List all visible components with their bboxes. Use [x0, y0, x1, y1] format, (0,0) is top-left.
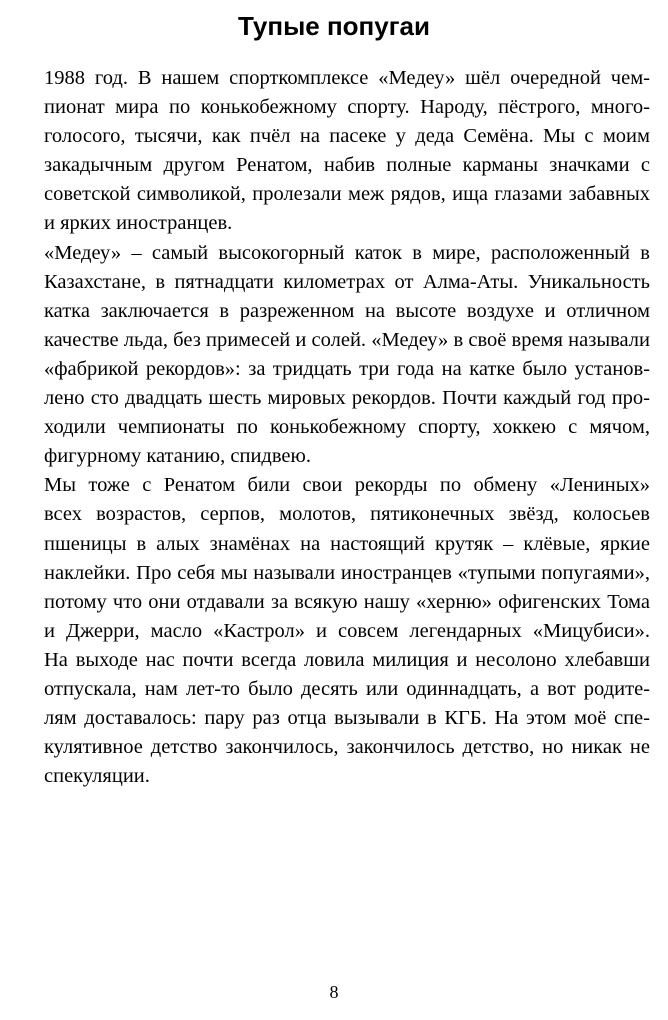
text-line: потому что они отдавали за всякую нашу «херню» офигенских Тома — [44, 590, 650, 613]
text-line: лено сто двадцать шесть мировых рекордов. Почти каждый год про- — [44, 387, 650, 410]
text-line: катка заключается в разреженном на высоте воздухе и отличном — [44, 299, 650, 322]
text-line: «фабрикой рекордов»: за тридцать три года на катке было установ- — [44, 357, 650, 380]
text-line: кулятивное детство закончилось, закончилось детство, но никак не — [44, 736, 650, 759]
text-line: наклейки. Про себя мы называли иностранцев «тупыми попугаями», — [44, 561, 650, 584]
text-line: 1988 год. В нашем спорткомплексе «Медеу» шёл очередной чем- — [44, 67, 650, 89]
text-line: и ярких иностранцев. — [44, 212, 233, 235]
text-line: Мы тоже с Ренатом били свои рекорды по обмену «Лениных» — [44, 474, 650, 497]
text-line: и Джерри, масло «Кастрол» и совсем легендарных «Мицубиси». — [44, 619, 650, 642]
text-line: качестве льда, без примесей и солей. «Медеу» в своё время называли — [44, 328, 650, 351]
text-line: пшеницы в алых знамёнах на настоящий крутяк – клёвые, яркие — [44, 532, 650, 555]
text-line: пионат мира по конькобежному спорту. Народу, пёстрого, много- — [44, 96, 650, 119]
text-line: всех возрастов, серпов, молотов, пятиконечных звёзд, колосьев — [44, 503, 650, 526]
paragraph-1 — [16, 64, 650, 239]
text-line: Казахстане, в пятнадцати километрах от Алма-Аты. Уникальность — [44, 270, 650, 293]
text-line: На выходе нас почти всегда ловила милиция и несолоно хлебавши — [44, 648, 650, 671]
text-line: закадычным другом Ренатом, набив полные карманы значками с — [44, 154, 650, 177]
paragraph-3 — [16, 471, 650, 791]
text-line: отпускала, нам лет-то было десять или одиннадцать, а вот родите- — [44, 677, 650, 700]
chapter-body — [16, 64, 650, 791]
chapter-title: Тупые попугаи — [238, 11, 430, 41]
text-line: спекуляции. — [44, 765, 150, 788]
text-line: лям доставалось: пару раз отца вызывали в КГБ. На этом моё спе- — [44, 707, 650, 730]
text-line: фигурному катанию, спидвею. — [44, 445, 311, 468]
text-line: ходили чемпионаты по конькобежному спорту, хоккею с мячом, — [44, 416, 650, 439]
page-number: 8 — [329, 982, 339, 1002]
text-line: советской символикой, пролезали меж рядов, ища глазами забавных — [44, 183, 650, 206]
paragraph-2 — [16, 239, 650, 472]
text-line: «Медеу» – самый высокогорный каток в мире, расположенный в — [44, 241, 650, 264]
text-line: голосого, тысячи, как пчёл на пасеке у деда Семёна. Мы с моим — [44, 125, 650, 148]
